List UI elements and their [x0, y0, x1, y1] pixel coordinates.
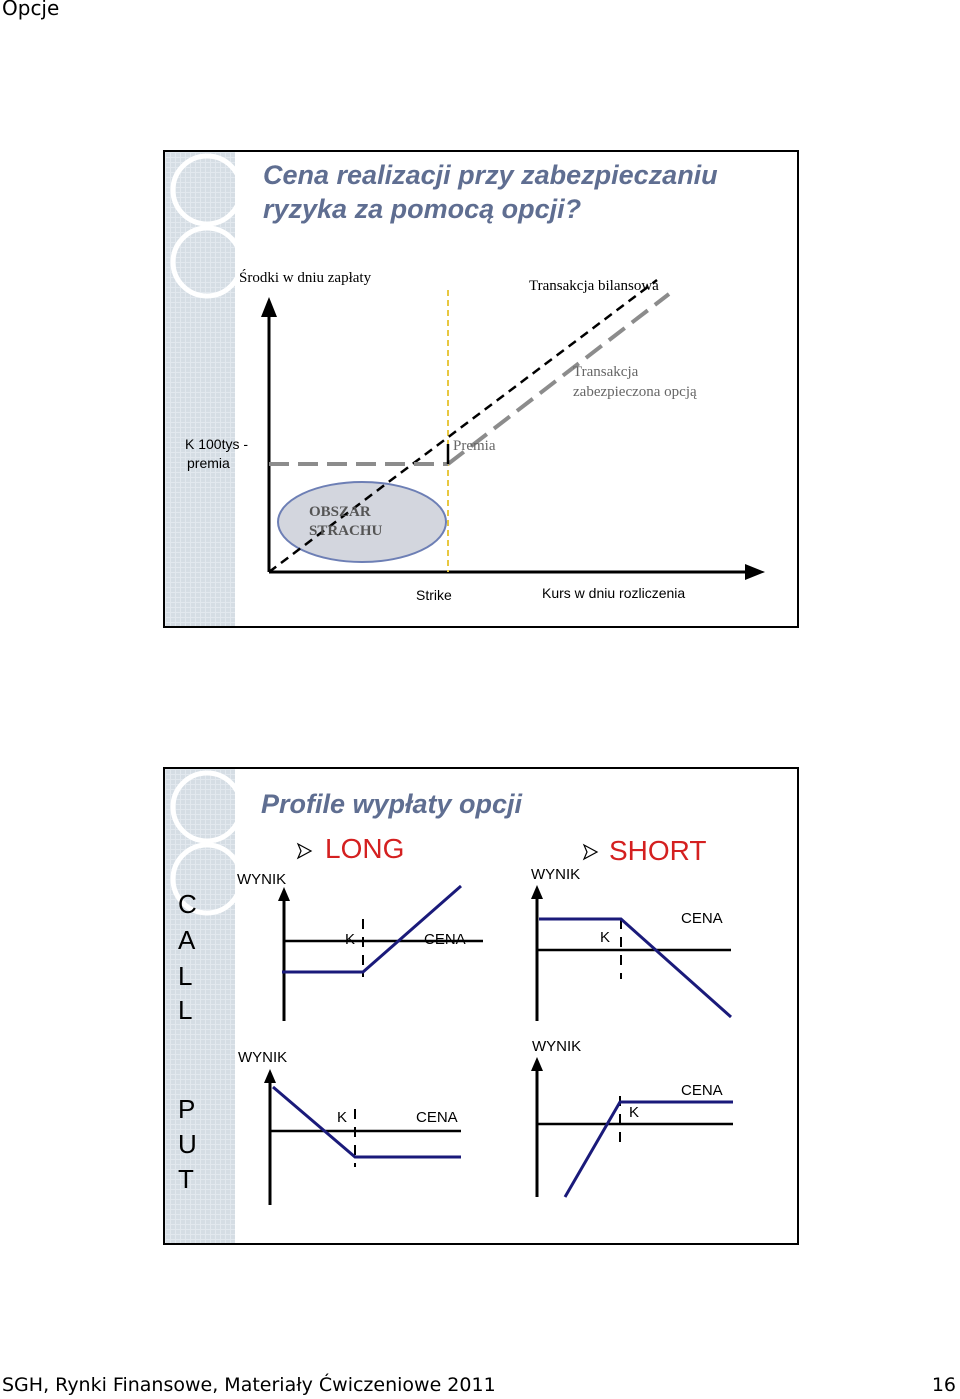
short-call-k-label: K: [600, 929, 611, 946]
long-call-wynik-label: WYNIK: [237, 871, 287, 888]
page-footer: SGH, Rynki Finansowe, Materiały Ćwiczeniowe 2011: [2, 1374, 496, 1396]
y-axis-arrow: [261, 297, 277, 317]
long-call-payoff: [282, 886, 461, 972]
balance-line-label: Transakcja bilansowa: [529, 278, 659, 294]
page-header: Opcje: [2, 0, 60, 20]
slide-title-line2: ryzyka za pomocą opcji?: [263, 194, 582, 224]
long-call-y-arrow: [278, 887, 290, 901]
hedging-diagram: [165, 152, 797, 626]
fear-area-label-1: OBSZAR: [309, 504, 371, 520]
premium-label: Premia: [453, 438, 496, 454]
hedged-line-label-1: Transakcja: [573, 364, 639, 380]
put-letter-p: P: [178, 1094, 196, 1124]
bullet-short-icon: [584, 845, 597, 859]
slide-title-line1: Cena realizacji przy zabezpieczaniu: [263, 160, 718, 190]
hedged-line-label-2: zabezpieczona opcją: [573, 384, 697, 400]
put-letter-u: U: [178, 1129, 197, 1159]
short-put-cena-label: CENA: [681, 1082, 723, 1099]
call-letter-a: A: [178, 925, 196, 955]
slide-hedging-strike: [163, 150, 799, 628]
long-put-y-arrow: [264, 1069, 276, 1083]
long-put-cena-label: CENA: [416, 1109, 458, 1126]
k-level-label-1: K 100tys -: [185, 436, 249, 452]
k-level-label-2: premia: [187, 455, 230, 471]
short-call-wynik-label: WYNIK: [531, 866, 581, 883]
long-put-k-label: K: [337, 1109, 348, 1126]
y-axis-label: Środki w dniu zapłaty: [239, 270, 372, 286]
short-call-payoff: [539, 919, 731, 1017]
call-letter-c: C: [178, 889, 197, 919]
x-axis-arrow: [745, 564, 765, 580]
call-letter-l2: L: [178, 995, 193, 1025]
bullet-long-icon: [298, 844, 311, 858]
long-call-cena-label: CENA: [424, 931, 466, 948]
fear-area-ellipse: [278, 482, 446, 562]
long-put-wynik-label: WYNIK: [238, 1049, 288, 1066]
short-call-y-arrow: [531, 885, 543, 899]
long-call-k-label: K: [345, 931, 356, 948]
page-number: 16: [931, 1374, 956, 1396]
short-label: SHORT: [609, 835, 707, 866]
fear-area-label-2: STRACHU: [309, 523, 383, 539]
x-axis-label: Kurs w dniu rozliczenia: [542, 585, 686, 601]
short-put-wynik-label: WYNIK: [532, 1038, 582, 1055]
put-letter-t: T: [178, 1164, 194, 1194]
call-letter-l1: L: [178, 961, 193, 991]
strike-label: Strike: [416, 587, 452, 603]
long-label: LONG: [325, 833, 405, 864]
slide-title: Profile wypłaty opcji: [261, 789, 523, 819]
slide-payoff-profiles: [163, 767, 799, 1245]
short-put-payoff: [565, 1102, 733, 1197]
short-put-y-arrow: [531, 1057, 543, 1071]
short-put-k-label: K: [629, 1104, 640, 1121]
short-call-cena-label: CENA: [681, 910, 723, 927]
